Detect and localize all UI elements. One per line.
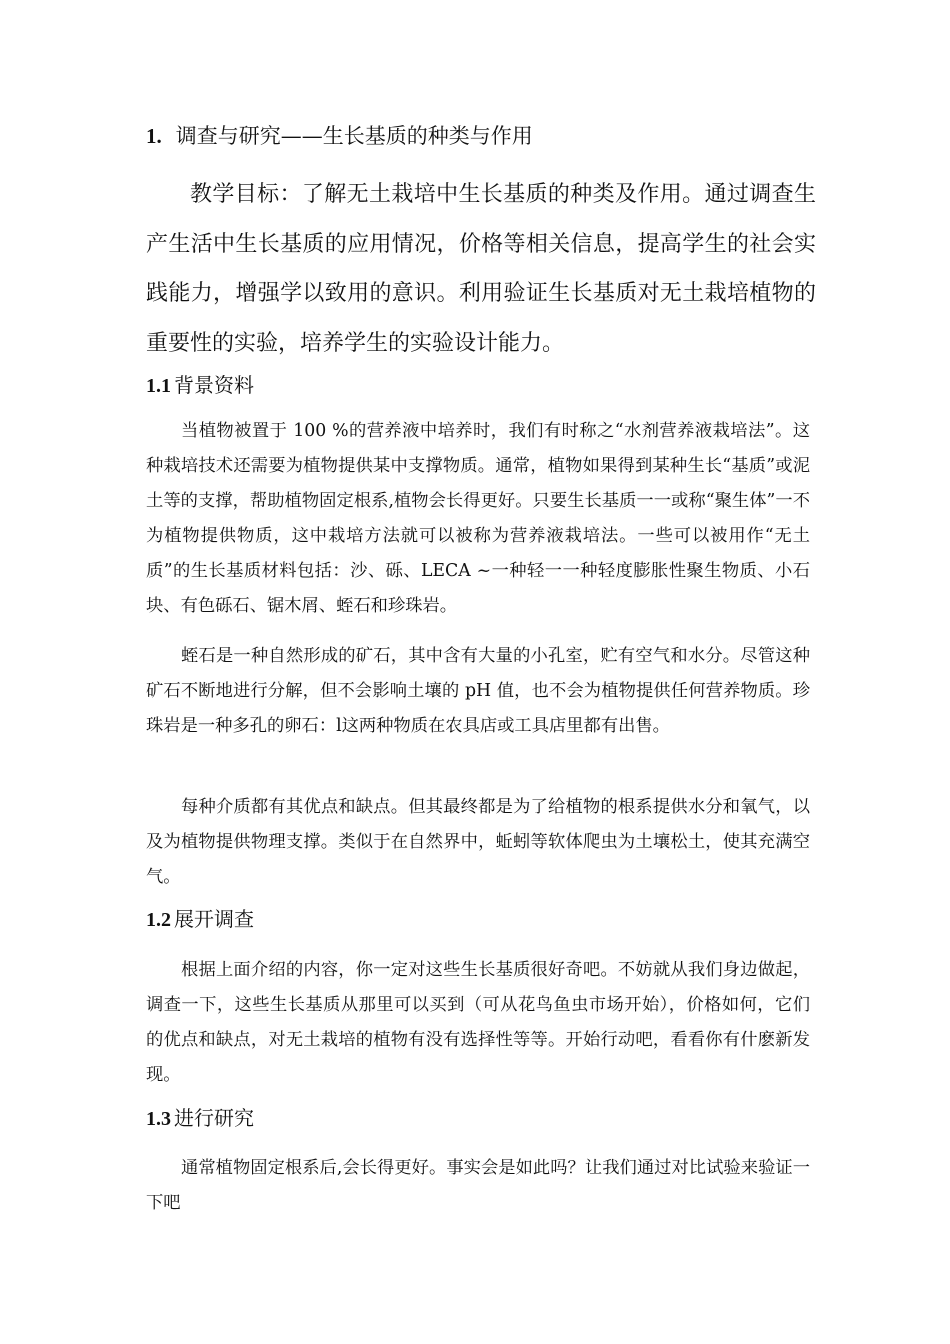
paragraph-background-2: 蛭石是一种自然形成的矿石，其中含有大量的小孔室，贮有空气和水分。尽管这种矿石不断地进行分解，但不会影响土壤的 pH 值，也不会为植物提供任何营养物质。珍珠岩是一种多孔的卵石：l这两种物质在农具店或工具店里都有出售。 bbox=[146, 646, 810, 736]
teaching-objective: 教学目标：了解无土栽培中生长基质的种类及作用。通过调查生产生活中生长基质的应用情况，价格等相关信息，提高学生的社会实践能力，增强学以致用的意识。利用验证生长基质对无土栽培植物的重要性的实验，培养学生的实验设计能力。 bbox=[146, 182, 816, 356]
paragraph-background-3: 每种介质都有其优点和缺点。但其最终都是为了给植物的根系提供水分和氧气，以及为植物提供物理支撑。类似于在自然界中，蚯蚓等软体爬虫为土壤松土，使其充满空气。 bbox=[146, 797, 810, 887]
paragraph-research: 通常植物固定根系后,会长得更好。事实会是如此吗？让我们通过对比试验来验证一下吧 bbox=[146, 1158, 810, 1213]
title-text: 调查与研究——生长基质的种类与作用 bbox=[175, 124, 533, 148]
section-number: 1.3 bbox=[146, 1108, 171, 1130]
document-title bbox=[146, 118, 533, 154]
section-heading-1-1 bbox=[146, 370, 254, 401]
section-title: 进行研究 bbox=[174, 1106, 254, 1130]
paragraph-background-1: 当植物被置于 100 %的营养液中培养时，我们有时称之“水剂营养液栽培法”。这种栽培技术还需要为植物提供某中支撑物质。通常，植物如果得到某种生长“基质”或泥土等的支撑，帮助植物固定根系,植物会长得更好。只要生长基质一一或称“聚生体”一不为植物提供物质，这中栽培方法就可以被称为营养液栽培法。一些可以被用作“无土质”的生长基质材料包括：沙、砾、LECA ~一种轻一一种轻度膨胀性聚生物质、小石块、有色砾石、锯木屑、蛭石和珍珠岩。 bbox=[146, 421, 810, 616]
section-heading-1-2 bbox=[146, 904, 254, 935]
title-number: 1. bbox=[146, 124, 162, 148]
paragraph-survey: 根据上面介绍的内容，你一定对这些生长基质很好奇吧。不妨就从我们身边做起，调查一下，这些生长基质从那里可以买到（可从花鸟鱼虫市场开始），价格如何，它们的优点和缺点，对无土栽培的植物有没有选择性等等。开始行动吧，看看你有什麽新发现。 bbox=[146, 960, 810, 1085]
section-title: 背景资料 bbox=[174, 373, 254, 397]
section-title: 展开调查 bbox=[174, 907, 254, 931]
section-heading-1-3 bbox=[146, 1103, 254, 1134]
section-number: 1.2 bbox=[146, 909, 171, 931]
section-number: 1.1 bbox=[146, 375, 171, 397]
